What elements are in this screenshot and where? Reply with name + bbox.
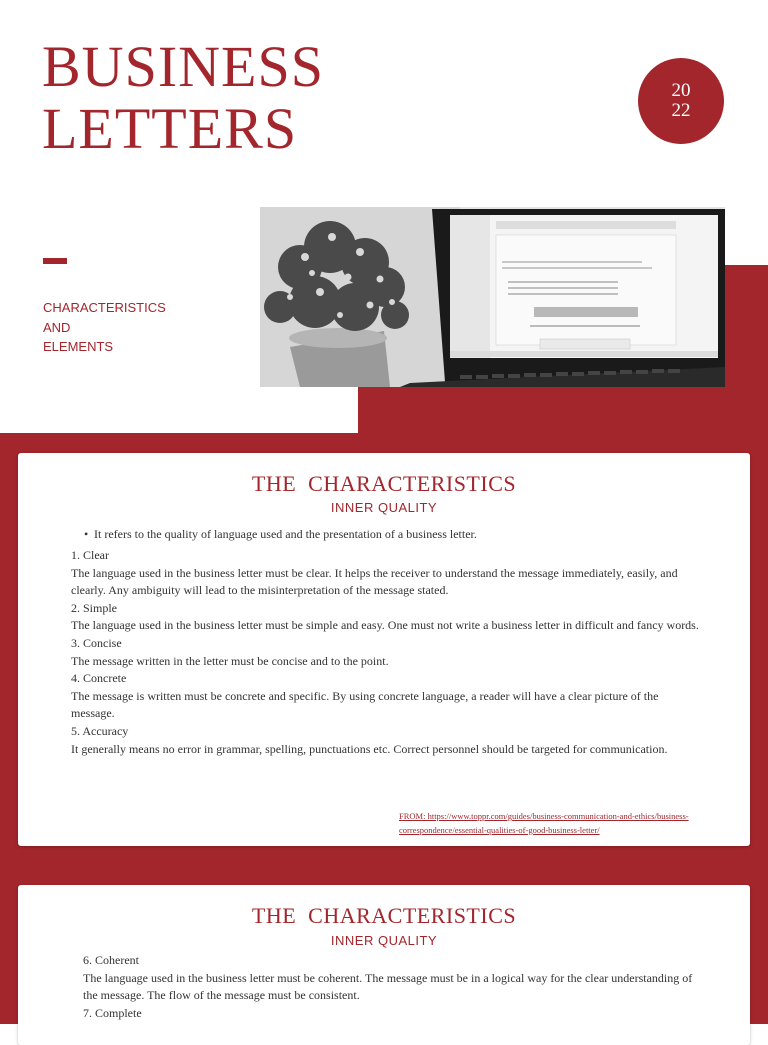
list-item: 6. Coherent [83, 953, 139, 967]
characteristics-list [83, 952, 703, 1022]
list-item: It generally means no error in grammar, spelling, punctuations etc. Correct personnel should be targeted for communication. [71, 741, 668, 756]
subtitle-line-1: CHARACTERISTICS [43, 300, 166, 315]
year-line-1: 20 [671, 80, 691, 101]
accent-dash [43, 258, 67, 264]
subtitle [43, 298, 166, 357]
list-item: 4. Concrete [71, 671, 127, 686]
bullet-dot: • [84, 527, 89, 541]
year-badge [638, 58, 724, 144]
page-title [42, 36, 324, 160]
list-item: The message written in the letter must be concise and to the point. [71, 653, 389, 668]
title-line-1: BUSINESS [42, 34, 324, 99]
characteristics-list [71, 547, 699, 758]
characteristics-card-2 [18, 885, 750, 1045]
laptop-with-plant-photo [260, 207, 725, 387]
list-item: The language used in the business letter must be simple and easy. One must not write a business letter in difficult and fancy words. [71, 618, 699, 633]
source-link[interactable]: FROM: https://www.toppr.com/guides/business-communication-and-ethics/business-correspondence/essential-qualities-of-good-business-letter/ [399, 811, 689, 835]
list-item: 5. Accuracy [71, 723, 129, 738]
list-item: 2. Simple [71, 600, 118, 615]
card-subheading: INNER QUALITY [330, 500, 438, 515]
intro-bullet-text: It refers to the quality of language used and the presentation of a business letter. [94, 527, 477, 541]
year-line-2: 22 [671, 100, 691, 121]
list-item: The language used in the business letter must be clear. It helps the receiver to understand the message immediately, easily, and clearly. Any ambiguity will lead to the misinterpretation of the message stated. [71, 565, 678, 598]
list-item: 7. Complete [83, 1005, 142, 1020]
subtitle-line-2: AND [43, 319, 71, 335]
characteristics-card-1 [18, 453, 750, 846]
card-heading: THE CHARACTERISTICS [251, 903, 517, 928]
intro-bullet [84, 527, 477, 542]
list-item: The language used in the business letter must be coherent. The message must be in a logical way for the clear understanding of the message. The flow of the message must be consistent. [83, 970, 693, 1003]
list-item: The message is written must be concrete and specific. By using concrete language, a reader will have a clear picture of the message. [71, 688, 659, 721]
subtitle-line-3: ELEMENTS [43, 339, 114, 354]
card-subheading: INNER QUALITY [330, 933, 438, 948]
title-line-2: LETTERS [42, 96, 298, 161]
list-item: 1. Clear [71, 548, 109, 562]
card-heading: THE CHARACTERISTICS [251, 471, 517, 496]
list-item: 3. Concise [71, 635, 122, 650]
